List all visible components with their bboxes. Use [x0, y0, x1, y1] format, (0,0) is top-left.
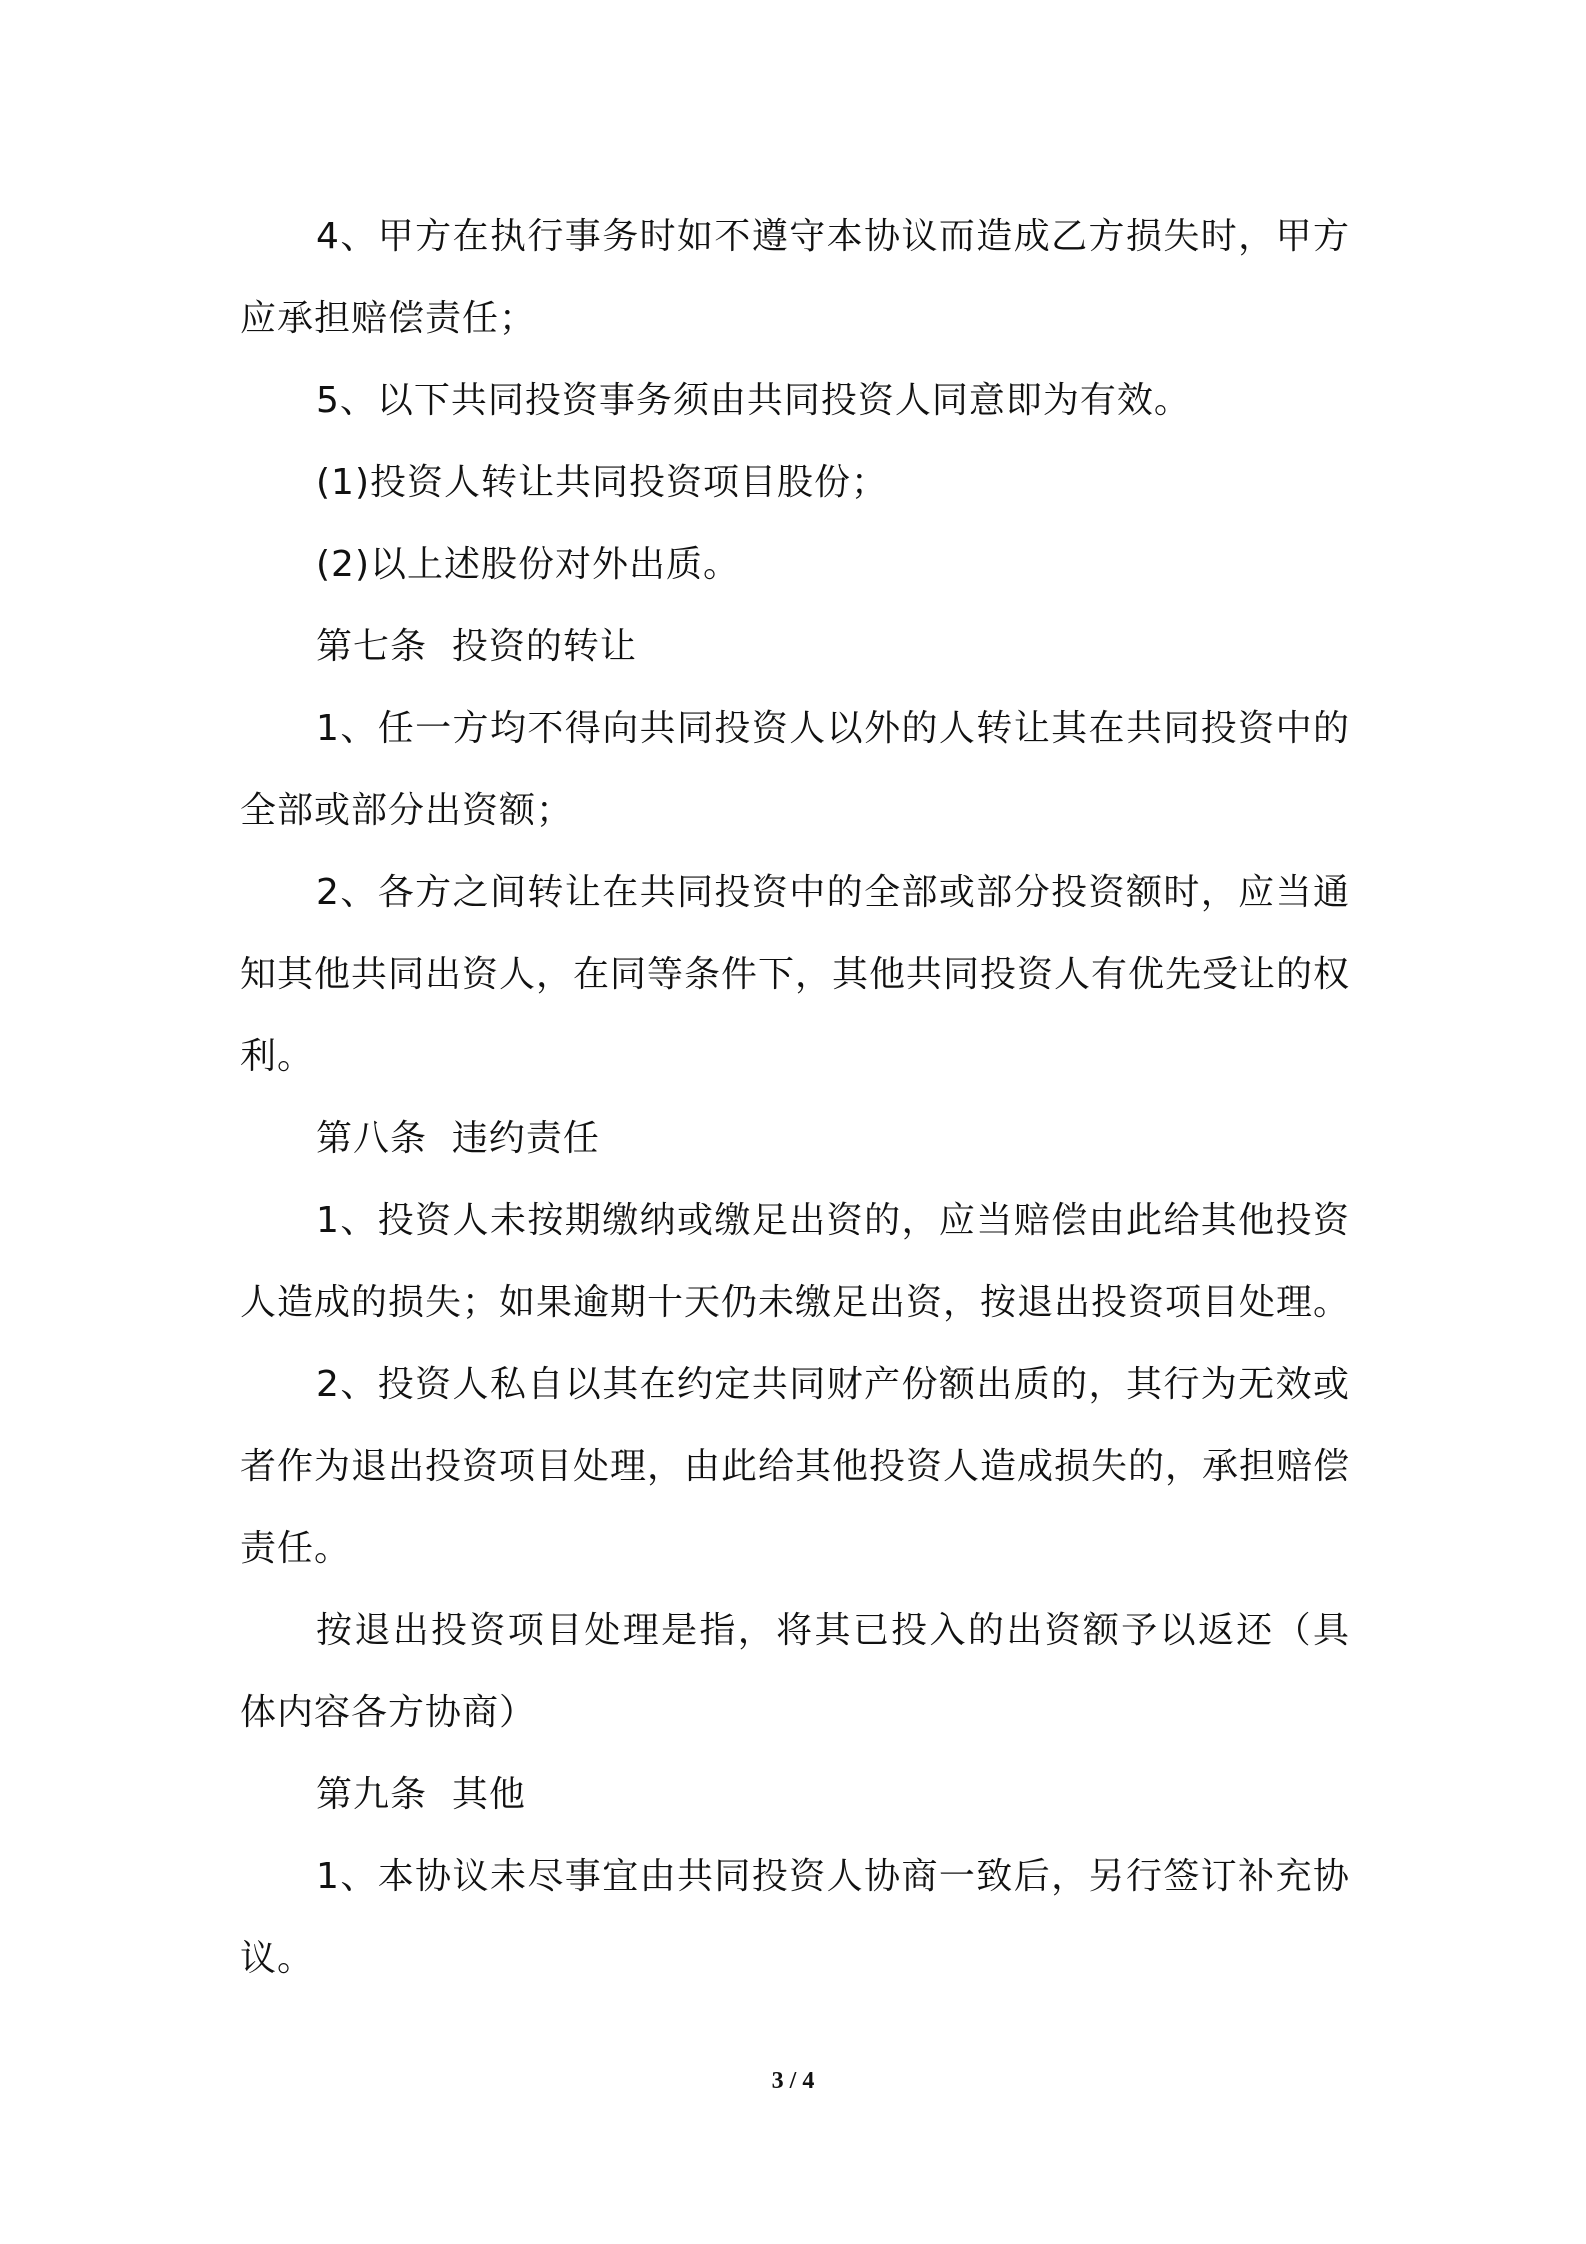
paragraph-article-7-clause-2: 2、各方之间转让在共同投资中的全部或部分投资额时，应当通知其他共同出资人，在同等条件下，其他共同投资人有优先受让的权利。: [240, 872, 1351, 1077]
paragraph-clause-4: 4、甲方在执行事务时如不遵守本协议而造成乙方损失时，甲方应承担赔偿责任；: [240, 216, 1350, 339]
article-9-heading: 第九条 其他: [316, 1774, 526, 1815]
page-number: 3 / 4: [771, 2068, 815, 2094]
paragraph-article-8-clause-1: 1、投资人未按期缴纳或缴足出资的，应当赔偿由此给其他投资人造成的损失；如果逾期十天仍未缴足出资，按退出投资项目处理。: [240, 1200, 1351, 1323]
paragraph-withdrawal-definition: 按退出投资项目处理是指，将其已投入的出资额予以返还（具体内容各方协商）: [240, 1610, 1350, 1733]
paragraph-article-7-clause-1: 1、任一方均不得向共同投资人以外的人转让其在共同投资中的全部或部分出资额；: [240, 708, 1350, 831]
article-8-heading: 第八条 违约责任: [316, 1118, 600, 1159]
paragraph-article-8-clause-2: 2、投资人私自以其在约定共同财产份额出质的，其行为无效或者作为退出投资项目处理，由此给其他投资人造成损失的，承担赔偿责任。: [240, 1364, 1351, 1569]
paragraph-item-2: (2)以上述股份对外出质。: [316, 544, 740, 585]
document-body: [240, 196, 1350, 2000]
paragraph-clause-5: 5、以下共同投资事务须由共同投资人同意即为有效。: [316, 380, 1191, 421]
paragraph-item-1: (1)投资人转让共同投资项目股份；: [316, 462, 888, 503]
paragraph-article-9-clause-1: 1、本协议未尽事宜由共同投资人协商一致后，另行签订补充协议。: [240, 1856, 1350, 1979]
article-7-heading: 第七条 投资的转让: [316, 626, 637, 667]
